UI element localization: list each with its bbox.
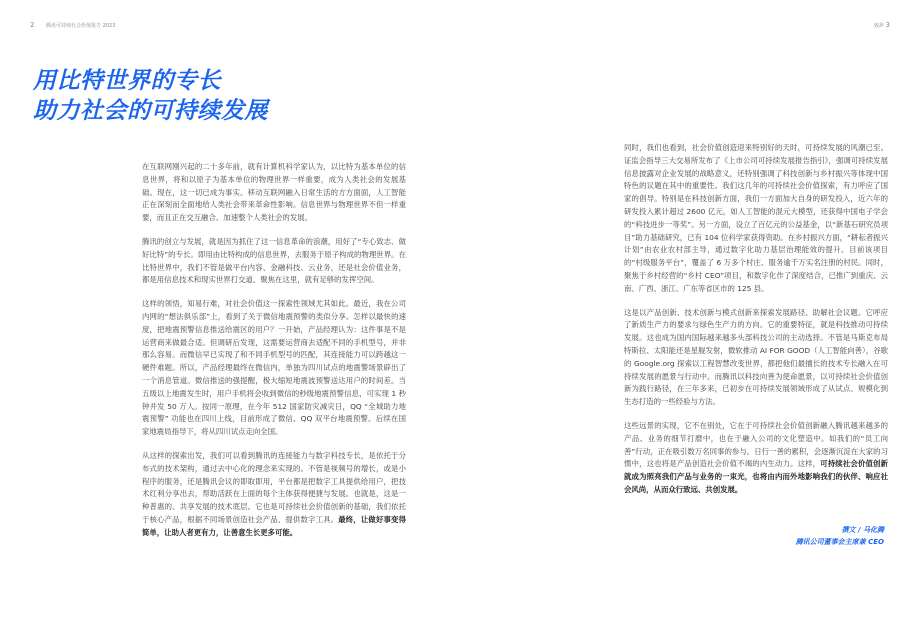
section-label: 致辞: [873, 23, 884, 29]
signature-role: 腾讯公司董事会主席兼 CEO: [795, 538, 884, 546]
paragraph: 这是以产品创新、技术创新与模式创新来探索发展路径、助解社会议题。它呼应了新质生产力的要求与绿色生产力的方向。它的重要特征，就是科技推动可持续发展。这也成为国内国际越来越多头部科技公司的主动选择。不管是马斯克布局特斯拉、太阳能还是星舰发射，微软推动 AI FOR GOOD（人工智能向善），谷歌的 Google.org 探索以工程智慧改变世界，都把他们最擅长的技术专长融入在可持续发展的愿景与行动中。而腾讯以科技向善为使命愿景，以可持续社会价值创新为践行路径，在三年多来，已初步在可持续发展领域形成了从试点、规模化到生态打造的一些经验与方法。: [624, 307, 888, 407]
paragraph-emphasis: 可持续社会价值创新就成为照亮我们产品与业务的一束光，也将由内而外地影响我们的伙伴、响应社会风尚，从而众行致远、共创发展。: [624, 459, 888, 494]
paragraph-text: 这些远景的实现，它不在别处，它在于可持续社会价值创新融入腾讯越来越多的产品、业务的细节打磨中，也在于融入公司的文化塑造中。如我们的“员工向善”行动，正在吸引数万名同事的参与。日行一善的累积，会逐渐沉淀在大家的习惯中，这也将是产品创造社会价值不竭的内生动力。这样，: [624, 420, 888, 469]
left-column: [142, 161, 406, 551]
page-title: [33, 66, 268, 126]
paragraph-with-emphasis: [624, 420, 888, 497]
title-line-1: 用比特世界的专长: [33, 68, 221, 94]
paragraph-emphasis: 最终，让做好事变得简单，让助人者更有力，让善意生长更多可能。: [142, 514, 406, 537]
paragraph: 在互联网刚兴起的二十多年前，就有计算机科学家认为，以比特为基本单位的信息世界，将和以原子为基本单位的物理世界一样重要，成为人类社会的发展基础。现在，这一切已成为事实。移动互联网融入日常生活的方方面面，人工智能正在深刻而全面地给人类社会带来革命性影响。信息世界与物理世界不但一样重要，而且正在交互融合、加速整个人类社会的发展。: [142, 162, 406, 223]
signature: [796, 524, 884, 548]
page-number-right: 3: [885, 21, 890, 29]
paragraph: 这样的领悟，知易行难，对社会价值这一探索性领域尤其如此。最近，我在公司内网的“想法俱乐部”上，看到了关于微信地震预警的类似分享。怎样以最快的速度，把地震预警信息推送给震区的用户？一开始，产品经理认为：这件事是不是运营商来做最合适。但调研后发现，这需要运营商去适配不同的手机型号，并非那么容易。而微信早已实现了和不同手机型号的匹配，其连接能力可以跨越这一硬件难题。所以，产品经理最终在微信内，单独为四川试点的地震警场景辟出了一个消息管道。微信推送的强提醒，极大缩短地震波预警送达用户的时间差。当五级以上地震发生时，用户手机将会收到微信的秒级地震预警信息，可实现 1 秒钟并发 50 万人。按同一原理，在今年 512 国家防灾减灾日，QQ “全城助力地震预警” 功能也在四川上线，目前形成了微信、QQ 双平台地震预警。后续在国家地震局指导下，将从四川试点走向全国。: [142, 299, 406, 437]
paragraph: 同时，我们也看到，社会价值创造迎来特别好的天时，可持续发展的风潮已至。证监会指导三大交易所发布了《上市公司可持续发展报告指引》，强调可持续发展信息披露对企业发展的战略意义，还特别强调了科技创新与乡村振兴等体现中国特色的议题在其中的重要性。我们这几年的可持续社会价值探索，有力呼应了国家的倡导。特别是在科技创新方面，我们一方面加大自身的研发投入，近六年的研发投入累计超过 2600 亿元，如人工智能的混元大模型，还获得中国电子学会的“科技进步一等奖”。另一方面，设立了百亿元的公益基金，以“新基石研究员项目”助力基础研究，已有 104 位科学家获得资助。在乡村振兴方面，“耕耘者振兴计划”由农业农村部主导，通过数字化助力基层治理能效的提升。目前该项目的“村级服务平台”，覆盖了 6 万多个村庄、服务逾千万实名注册的村民。同时，聚焦于乡村经营的“乡村 CEO”项目，和数字化作了深度结合，已推广到重庆、云南、广西、浙江、广东等省区市的 125 县。: [624, 143, 888, 293]
title-line-2: 助力社会的可持续发展: [33, 98, 268, 124]
report-title: 腾讯可持续社会价值报告 2023: [46, 23, 116, 29]
right-column: [624, 142, 888, 508]
paragraph: 腾讯的创立与发展，就是因为抓住了这一信息革命的浪潮，用好了“专心致志、做好比特”的专长。即用由比特构成的信息世界，去服务于原子构成的物理世界。在比特世界中，我们不管是做平台内容、金融科技、云业务，还是社会价值业务，都是用信息技术和现实世界打交道、聚焦在这里，就有足够的发挥空间。: [142, 236, 406, 285]
signature-author: 撰文 / 马化腾: [841, 526, 884, 534]
paragraph-with-emphasis: [142, 450, 406, 540]
paragraph-text: 从这样的探索出发，我们可以看到腾讯的连接能力与数字科技专长，是依托于分布式的技术架构，通过去中心化的理念来实现的。不管是视频号的增长，或是小程序的服务，还是腾讯会议的即取即用，平台都是把数字工具提供给用户，把技术红利分享出去，帮助活跃在上面的每个主体获得便捷与发展。也就是，这是一种普惠的、共享发展的技术底层。它也是可持续社会价值创新的基础，我们依托于核心产品，根据不同场景创造社会产品、提供数字工具。: [142, 450, 406, 524]
page-number-left: 2: [30, 21, 35, 29]
